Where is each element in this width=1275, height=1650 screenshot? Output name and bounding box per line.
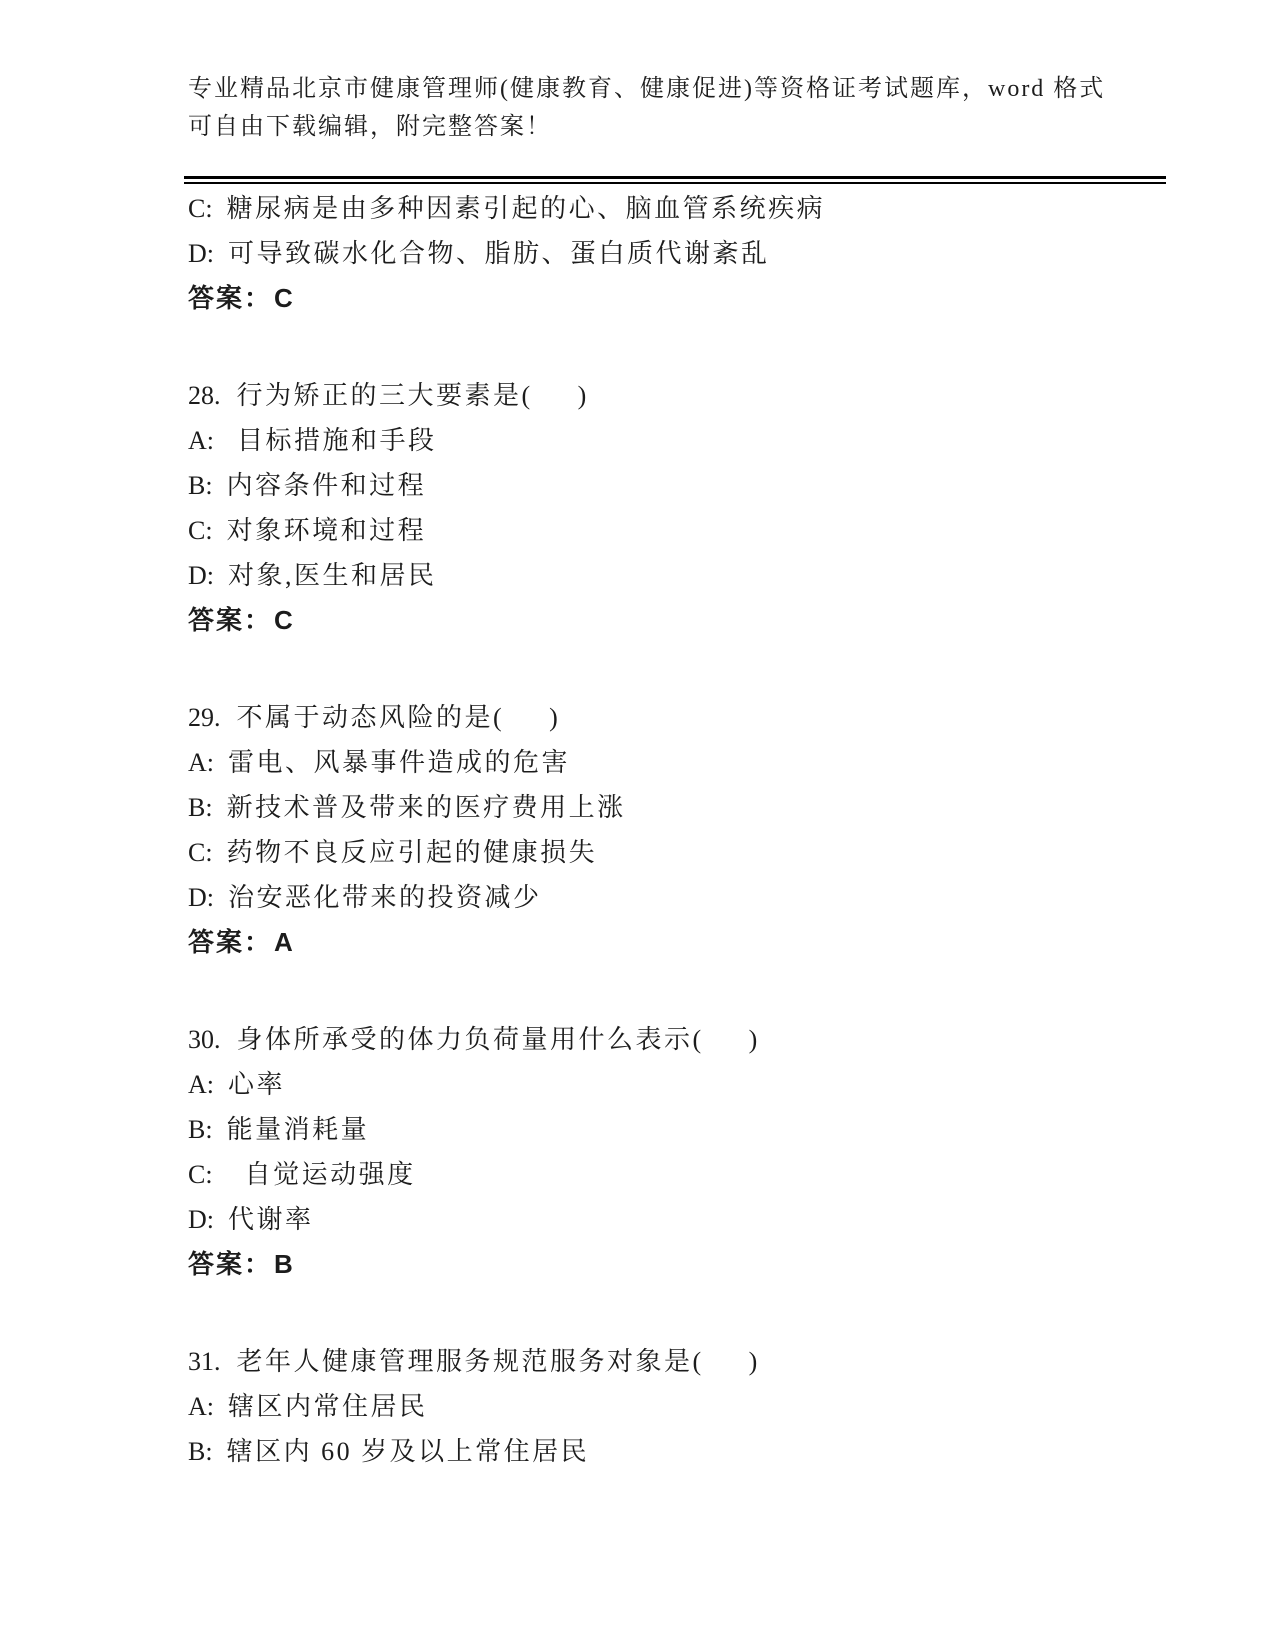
answer-line	[188, 276, 1168, 321]
question-title	[188, 695, 1168, 740]
option-label: A:	[188, 426, 214, 455]
answer-value: A	[274, 927, 295, 957]
option-line	[188, 1384, 1168, 1429]
question-number: 30.	[188, 1025, 221, 1054]
option-text: 对象,医生和居民	[228, 561, 437, 590]
question-block	[188, 695, 1168, 965]
answer-label: 答案：	[188, 1249, 273, 1279]
question-block	[188, 1339, 1168, 1474]
option-text: 内容条件和过程	[226, 471, 427, 500]
document-header	[188, 70, 1148, 146]
option-line	[188, 740, 1168, 785]
option-label: D:	[188, 239, 214, 268]
question-block	[188, 373, 1168, 643]
option-line	[188, 1107, 1168, 1152]
header-line-2: 可自由下载编辑，附完整答案！	[188, 114, 552, 140]
answer-label: 答案：	[188, 283, 273, 313]
option-label: A:	[188, 1392, 214, 1421]
question-block	[188, 1017, 1168, 1287]
question-number: 28.	[188, 381, 221, 410]
option-text: 对象环境和过程	[226, 516, 427, 545]
question-text: 身体所承受的体力负荷量用什么表示( )	[236, 1025, 760, 1054]
option-line	[188, 553, 1168, 598]
option-text: 目标措施和手段	[228, 426, 437, 455]
option-text: 治安恶化带来的投资减少	[228, 883, 542, 912]
option-label: D:	[188, 883, 214, 912]
option-text: 自觉运动强度	[226, 1160, 416, 1189]
option-line	[188, 186, 1168, 231]
answer-value: C	[274, 605, 295, 635]
option-text: 糖尿病是由多种因素引起的心、脑血管系统疾病	[226, 194, 826, 223]
option-label: D:	[188, 561, 214, 590]
question-gap	[188, 321, 1168, 373]
answer-value: B	[274, 1249, 295, 1279]
option-line	[188, 1062, 1168, 1107]
answer-label: 答案：	[188, 927, 273, 957]
option-line	[188, 231, 1168, 276]
question-list	[188, 186, 1168, 1474]
option-label: A:	[188, 1070, 214, 1099]
option-label: D:	[188, 1205, 214, 1234]
question-number: 29.	[188, 703, 221, 732]
answer-line	[188, 920, 1168, 965]
question-title	[188, 373, 1168, 418]
option-line	[188, 418, 1168, 463]
option-label: B:	[188, 1115, 213, 1144]
question-text: 不属于动态风险的是( )	[236, 703, 561, 732]
option-line	[188, 508, 1168, 553]
option-line	[188, 785, 1168, 830]
question-block	[188, 186, 1168, 321]
option-line	[188, 463, 1168, 508]
question-title	[188, 1017, 1168, 1062]
option-label: C:	[188, 1160, 213, 1189]
answer-line	[188, 1242, 1168, 1287]
answer-label: 答案：	[188, 605, 273, 635]
question-gap	[188, 643, 1168, 695]
option-text: 能量消耗量	[226, 1115, 370, 1144]
option-text: 雷电、风暴事件造成的危害	[228, 748, 571, 777]
option-text: 可导致碳水化合物、脂肪、蛋白质代谢紊乱	[228, 239, 770, 268]
option-line	[188, 830, 1168, 875]
option-text: 新技术普及带来的医疗费用上涨	[226, 793, 626, 822]
option-label: B:	[188, 793, 213, 822]
option-line	[188, 1429, 1168, 1474]
question-text: 老年人健康管理服务规范服务对象是( )	[236, 1347, 760, 1376]
option-text: 药物不良反应引起的健康损失	[226, 838, 598, 867]
answer-line	[188, 598, 1168, 643]
question-text: 行为矫正的三大要素是( )	[236, 381, 589, 410]
answer-value: C	[274, 283, 295, 313]
option-text: 辖区内 60 岁及以上常住居民	[226, 1437, 590, 1466]
option-label: C:	[188, 516, 213, 545]
option-label: C:	[188, 838, 213, 867]
option-text: 代谢率	[228, 1205, 314, 1234]
option-text: 心率	[228, 1070, 286, 1099]
option-line	[188, 1197, 1168, 1242]
option-label: B:	[188, 471, 213, 500]
option-line	[188, 875, 1168, 920]
option-line	[188, 1152, 1168, 1197]
option-label: A:	[188, 748, 214, 777]
header-divider-rule	[184, 176, 1166, 184]
question-number: 31.	[188, 1347, 221, 1376]
question-gap	[188, 965, 1168, 1017]
option-label: B:	[188, 1437, 213, 1466]
option-text: 辖区内常住居民	[228, 1392, 428, 1421]
option-label: C:	[188, 194, 213, 223]
question-title	[188, 1339, 1168, 1384]
header-line-1: 专业精品北京市健康管理师(健康教育、健康促进)等资格证考试题库，word 格式	[188, 76, 1106, 102]
question-gap	[188, 1287, 1168, 1339]
